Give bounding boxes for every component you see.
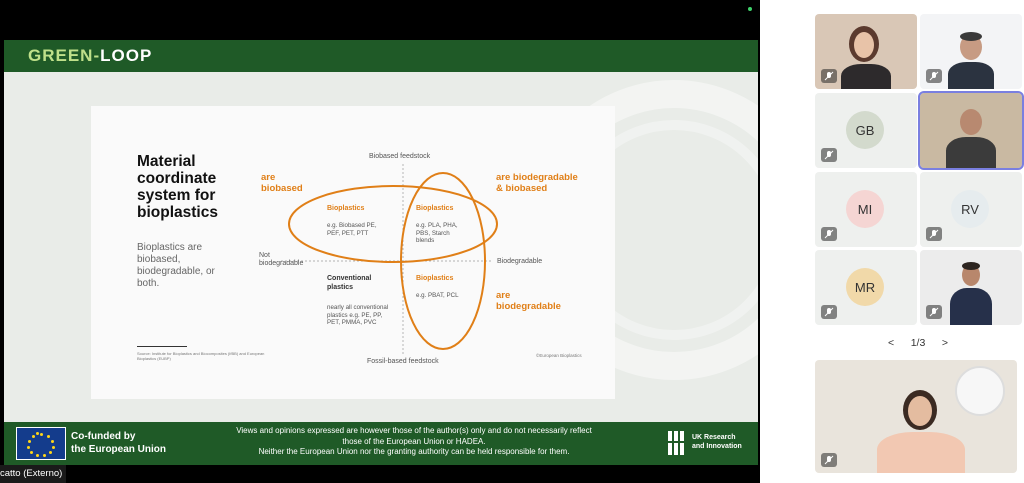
quadrant-both-text: e.g. PLA, PHA, PBS, Starch blends (416, 222, 458, 244)
quadrant-biodegradable-heading: Bioplastics (416, 275, 454, 282)
divider (137, 346, 187, 347)
label-biobased (261, 172, 303, 194)
axis-bottom-label: Fossil-based feedstock (367, 358, 439, 365)
participant-tile[interactable] (920, 14, 1022, 89)
avatar: GB (846, 111, 884, 149)
ukri-logo-icon (668, 431, 686, 455)
quadrant-biodegradable-text: e.g. PBAT, PCL (416, 292, 459, 299)
disclaimer-text (204, 426, 624, 458)
quadrant-biobased-heading: Bioplastics (327, 205, 365, 212)
axis-left-label (259, 252, 303, 268)
axis-right-label: Biodegradable (497, 258, 543, 265)
participant-tile-active[interactable] (920, 93, 1022, 168)
participant-tile[interactable] (920, 172, 1022, 247)
mic-off-icon (821, 69, 837, 83)
disclaimer-line1: Views and opinions expressed are however those of the author(s) only and do not necessarily reflect (236, 426, 592, 435)
label-biobased-line2: biobased (261, 183, 303, 194)
deck-header (4, 40, 758, 72)
label-biodegradable (496, 290, 561, 312)
logo-text-left: GREEN- (28, 46, 101, 65)
label-biodegradable-line1: are (496, 290, 511, 301)
participant-tile[interactable] (815, 14, 917, 89)
quadrant-conventional-text: nearly all conventional plastics e.g. PE, PP, PET, PMMA, PVC (327, 304, 389, 326)
label-both-line1: are biodegradable (496, 172, 578, 183)
avatar: MR (846, 268, 884, 306)
disclaimer-line3: Neither the European Union nor the granting authority can be held responsible for them. (258, 447, 570, 456)
quadrant-biobased-text: e.g. Biobased PE, PEF, PET, PTT (327, 222, 377, 237)
slide-subtitle: Bioplastics are biobased, biodegradable, or both. (137, 242, 215, 289)
quadrant-both-heading: Bioplastics (416, 205, 454, 212)
quadrant-conventional-heading (327, 275, 371, 292)
pager-label: 1/3 (910, 337, 926, 349)
pager-prev-button[interactable]: < (888, 337, 895, 349)
ukri-text (692, 434, 742, 451)
self-view-tile[interactable] (815, 360, 1017, 473)
participant-tile[interactable] (815, 93, 917, 168)
axis-left-line1: Not (259, 252, 270, 259)
mic-off-icon (821, 453, 837, 467)
presenter-name-label: catto (Externo) (0, 465, 66, 483)
status-dot-icon (748, 7, 752, 11)
deck-footer (4, 422, 758, 465)
eu-text-line1: Co-funded by (71, 431, 136, 442)
source-note: Source: Institute for Bioplastics and Biocomposites (IfBB) and European Bioplastics (EUBP) (137, 351, 265, 361)
conventional-heading-line2: plastics (327, 283, 354, 291)
axis-left-line2: biodegradable (259, 260, 304, 267)
logo-text-right: LOOP (100, 46, 153, 65)
pager-next-button[interactable]: > (941, 337, 948, 349)
copyright-note: ©European Bioplastics (536, 353, 582, 358)
avatar: MI (846, 190, 884, 228)
label-biodegradable-line2: biodegradable (496, 301, 561, 312)
presentation-slide-frame (4, 40, 758, 465)
participant-video (960, 109, 982, 135)
participants-pager (888, 336, 948, 350)
label-both (496, 172, 578, 194)
mic-off-icon (821, 148, 837, 162)
mic-off-icon (926, 227, 942, 241)
participant-tile[interactable] (815, 250, 917, 325)
slide-content (91, 106, 615, 399)
participant-tile[interactable] (815, 172, 917, 247)
ukri-line2: and Innovation (692, 442, 742, 450)
disclaimer-line2: those of the European Union or HADEA. (342, 436, 486, 446)
participant-tile[interactable] (920, 250, 1022, 325)
wall-logo (955, 366, 1005, 416)
label-biobased-line1: are (261, 172, 276, 183)
eu-cofunded-text (71, 430, 166, 456)
ukri-line1: UK Research (692, 434, 736, 441)
slide-title: Material coordinate system for bioplastics (137, 153, 218, 221)
mic-off-icon (821, 227, 837, 241)
eu-text-line2: the European Union (71, 444, 166, 455)
mic-off-icon (821, 305, 837, 319)
avatar: RV (951, 190, 989, 228)
label-both-line2: & biobased (496, 183, 548, 194)
mic-off-icon (926, 305, 942, 319)
green-loop-logo (28, 46, 152, 66)
share-top-bar (0, 0, 760, 40)
conventional-heading-line1: Conventional (327, 275, 372, 282)
mic-off-icon (926, 69, 942, 83)
axis-top-label: Biobased feedstock (369, 153, 431, 160)
eu-flag-icon (16, 427, 66, 460)
